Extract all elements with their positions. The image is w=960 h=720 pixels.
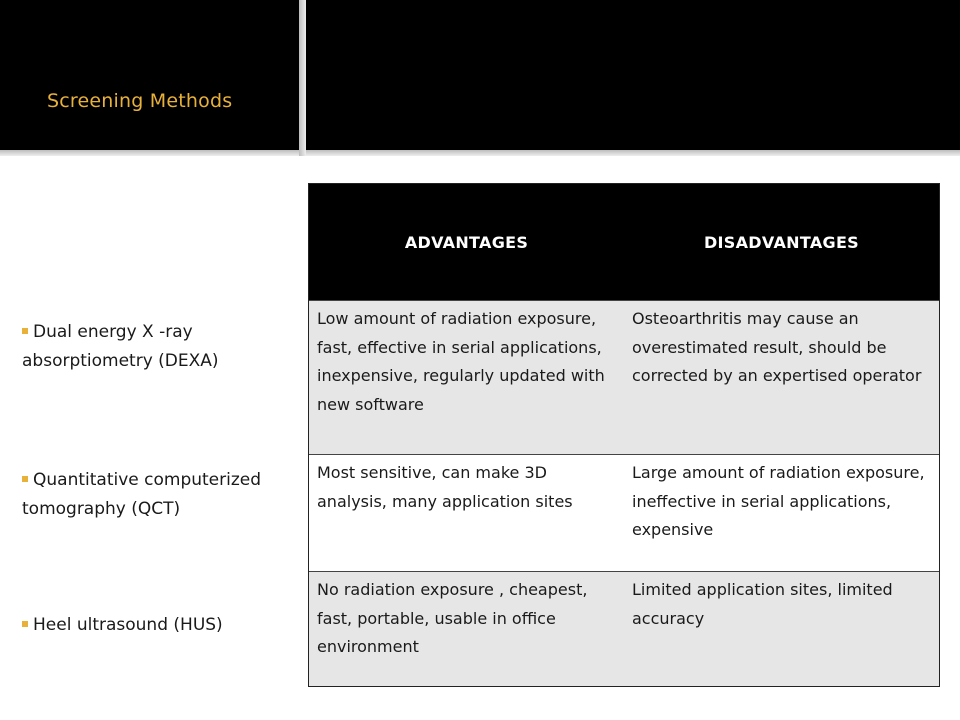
cell-disadvantages: Limited application sites, limited accuracy bbox=[632, 580, 893, 628]
comparison-table bbox=[308, 183, 940, 687]
table-header bbox=[309, 184, 939, 300]
method-label: Quantitative computerized tomography (QCT) bbox=[22, 470, 262, 519]
header-rule bbox=[0, 150, 960, 156]
header-disadvantages: DISADVANTAGES bbox=[703, 232, 860, 252]
cell-advantages: No radiation exposure , cheapest, fast, portable, usable in office environment bbox=[317, 580, 588, 656]
header-advantages: ADVANTAGES bbox=[404, 232, 529, 252]
method-label: Dual energy X -ray absorptiometry (DEXA) bbox=[22, 322, 219, 371]
method-label: Heel ultrasound (HUS) bbox=[33, 615, 223, 635]
method-item-hus bbox=[22, 611, 292, 640]
bullet-icon bbox=[22, 476, 28, 482]
header-panel bbox=[306, 0, 960, 150]
cell-disadvantages: Osteoarthritis may cause an overestimated result, should be corrected by an expertised operator bbox=[632, 309, 922, 385]
title-bar bbox=[0, 0, 299, 150]
cell-advantages: Most sensitive, can make 3D analysis, many application sites bbox=[317, 463, 573, 511]
method-item-dexa bbox=[22, 318, 292, 376]
cell-disadvantages: Large amount of radiation exposure, ineffective in serial applications, expensive bbox=[632, 463, 925, 539]
cell-advantages: Low amount of radiation exposure, fast, effective in serial applications, inexpensive, regularly updated with new software bbox=[317, 309, 605, 414]
slide-title: Screening Methods bbox=[47, 90, 233, 112]
header-divider bbox=[299, 0, 306, 156]
table-row bbox=[309, 300, 939, 454]
table-row bbox=[309, 571, 939, 686]
table-row bbox=[309, 454, 939, 571]
bullet-icon bbox=[22, 621, 28, 627]
method-item-qct bbox=[22, 466, 292, 524]
bullet-icon bbox=[22, 328, 28, 334]
